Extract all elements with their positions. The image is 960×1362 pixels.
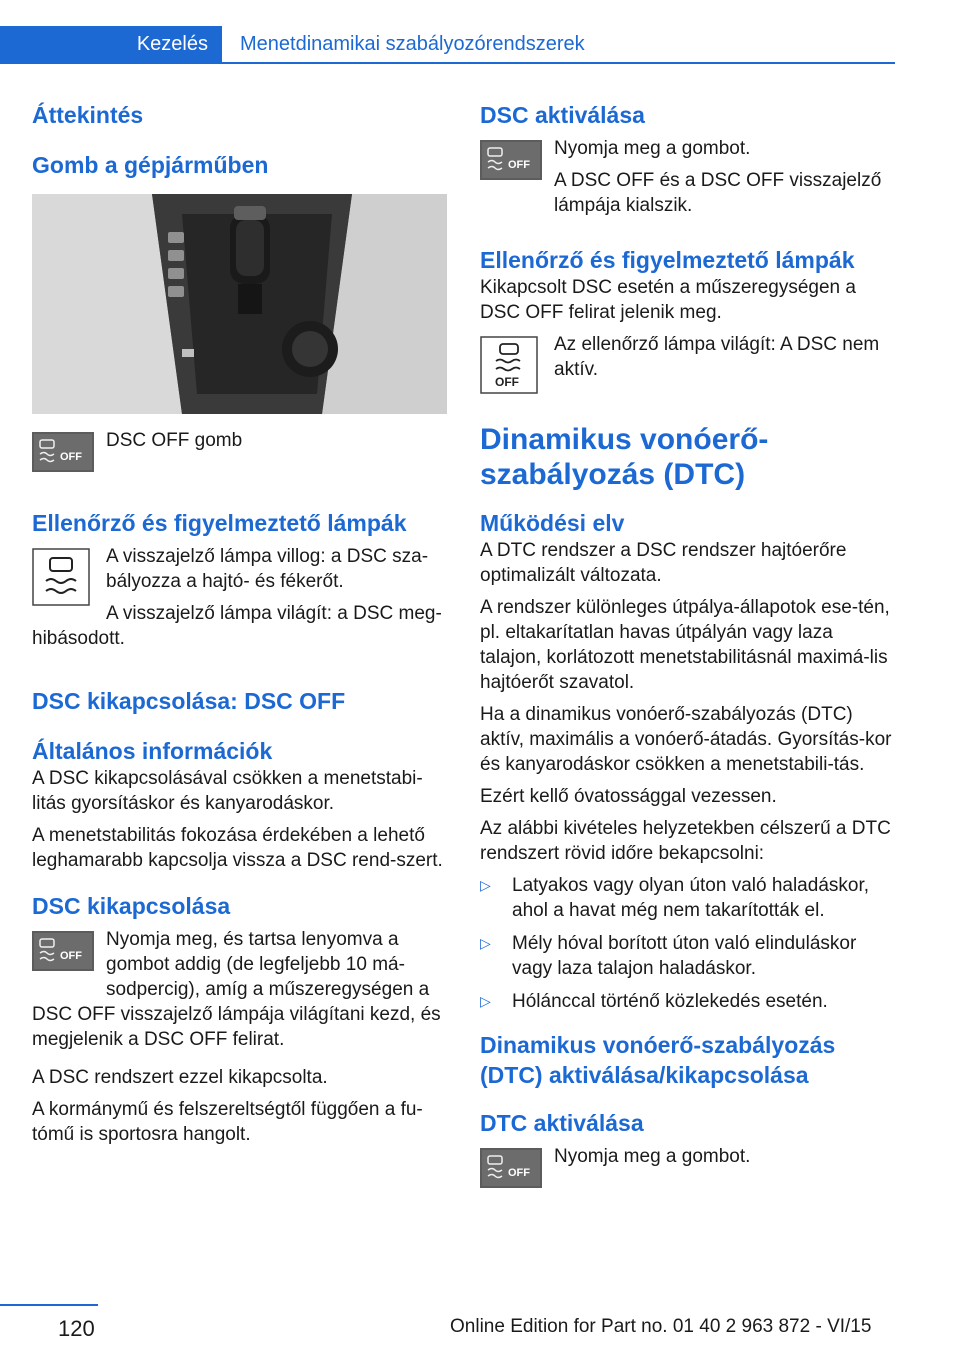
heading-lamps-2: Ellenőrző és figyelmeztető lámpák (480, 247, 855, 273)
dsc-off-lamp-icon (480, 336, 542, 394)
dsc-off-confirmation: A DSC rendszert ezzel kikapcsolta. (32, 1067, 328, 1088)
dsc-on-result: A DSC OFF és a DSC OFF visszajelző lámpája kialszik. (554, 170, 882, 216)
dsc-off-button-icon (32, 432, 94, 480)
dsc-on-block (480, 136, 895, 225)
lamp-lit-text: A visszajelző lámpa világít: a DSC meg-hibásodott. (32, 603, 442, 649)
heading-button-in-vehicle: Gomb a gépjárműben (32, 152, 269, 178)
chapter-title: Menetdinamikai szabályozórendszerek (240, 33, 585, 55)
footer-rule (0, 1304, 98, 1306)
svg-text:OFF: OFF (508, 1167, 530, 1179)
heading-dtc-on-off: Dinamikus vonóerő-szabályozás (DTC) aktiválása/kikapcsolása (480, 1032, 836, 1088)
principle-paragraph-2: A rendszer különleges útpálya-állapotok ese-tén, pl. eltakarítatlan havas útpályán vagy laza talajon, korlátozott menetstabilitásnál maximá-lis hajtóerőt szavatol. (480, 597, 890, 693)
page-header (0, 26, 895, 64)
lamps-2-paragraph: Kikapcsolt DSC esetén a műszeregységen a DSC OFF felirat jelenik meg. (480, 277, 856, 323)
button-caption: DSC OFF gomb (106, 430, 243, 451)
list-item: ▷ Latyakos vagy olyan úton való haladáskor, ahol a havat még nem takarították el. (480, 875, 870, 921)
right-column (480, 100, 895, 1208)
heading-dsc-off: DSC kikapcsolása (32, 893, 231, 919)
dsc-on-instruction: Nyomja meg a gombot. (554, 138, 751, 159)
triangle-bullet-icon: ▷ (480, 993, 491, 1009)
dtc-on-block (480, 1144, 895, 1202)
general-paragraph-1: A DSC kikapcsolásával csökken a menetstabi-litás gyorsításkor és kanyarodáskor. (32, 768, 423, 814)
situations-list (480, 873, 895, 1014)
edition-note: Online Edition for Part no. 01 40 2 963 872 - VI/15 (450, 1316, 872, 1337)
lamp-block (32, 544, 447, 658)
heading-general-info: Általános információk (32, 738, 273, 764)
heading-dtc: Dinamikus vonóerő-szabályozás (DTC) (480, 423, 769, 491)
heading-dsc-activate: DSC aktiválása (480, 102, 645, 128)
dsc-off-button-icon (480, 1148, 542, 1196)
center-console-photo (32, 194, 447, 414)
svg-text:OFF: OFF (508, 159, 530, 171)
heading-dsc-deactivate: DSC kikapcsolása: DSC OFF (32, 688, 346, 714)
svg-text:OFF: OFF (495, 375, 519, 389)
page-number: 120 (58, 1316, 95, 1341)
lamp-off-text: Az ellenőrző lámpa világít: A DSC nem aktív. (554, 334, 880, 380)
lamp-flash-text: A visszajelző lámpa villog: a DSC sza-bályozza a hajtó- és fékerőt. (106, 546, 429, 592)
list-item: ▷ Hólánccal történő közlekedés esetén. (480, 991, 828, 1012)
left-column (32, 100, 447, 1154)
general-paragraph-2: A menetstabilitás fokozása érdekében a lehető leghamarabb kapcsolja vissza a DSC rend-szert. (32, 825, 443, 871)
dsc-off-instructions: Nyomja meg, és tartsa lenyomva a gombot addig (de legfeljebb 10 má-sodpercig), amíg a műszeregységen a DSC OFF visszajelző lámpája világítani kezd, és megjelenik a DSC OFF felirat. (32, 929, 441, 1050)
heading-dtc-activate: DTC aktiválása (480, 1110, 644, 1136)
dsc-warning-lamp-icon (32, 548, 94, 606)
dsc-off-block (32, 927, 447, 1059)
principle-paragraph-3: Ha a dinamikus vonóerő-szabályozás (DTC) aktív, maximális a vonóerő-átadás. Gyorsítás-kor és kanyarodáskor csökken a menetstabili-tás. (480, 704, 892, 775)
dsc-off-note: A kormánymű és felszereltségtől függően a fu-tómű is sportosra hangolt. (32, 1099, 423, 1145)
principle-paragraph-5: Az alábbi kivételes helyzetekben célszerű a DTC rendszert rövid időre bekapcsolni: (480, 818, 891, 864)
heading-principle: Működési elv (480, 510, 625, 536)
heading-overview: Áttekintés (32, 102, 144, 128)
svg-text:OFF: OFF (60, 950, 82, 962)
principle-paragraph-4: Ezért kellő óvatossággal vezessen. (480, 786, 777, 807)
lamp-off-block (480, 332, 895, 400)
heading-lamps: Ellenőrző és figyelmeztető lámpák (32, 510, 407, 536)
principle-paragraph-1: A DTC rendszer a DSC rendszer hajtóerőre optimalizált változata. (480, 540, 847, 586)
triangle-bullet-icon: ▷ (480, 877, 491, 893)
list-item: ▷ Mély hóval borított úton való elinduláskor vagy laza talajon haladáskor. (480, 933, 857, 979)
svg-text:OFF: OFF (60, 451, 82, 463)
dsc-off-button-icon (32, 931, 94, 979)
dsc-off-button-icon (480, 140, 542, 188)
dtc-on-instruction: Nyomja meg a gombot. (554, 1146, 751, 1167)
section-tab: Kezelés (0, 26, 222, 62)
triangle-bullet-icon: ▷ (480, 935, 491, 951)
button-caption-block (32, 428, 447, 486)
